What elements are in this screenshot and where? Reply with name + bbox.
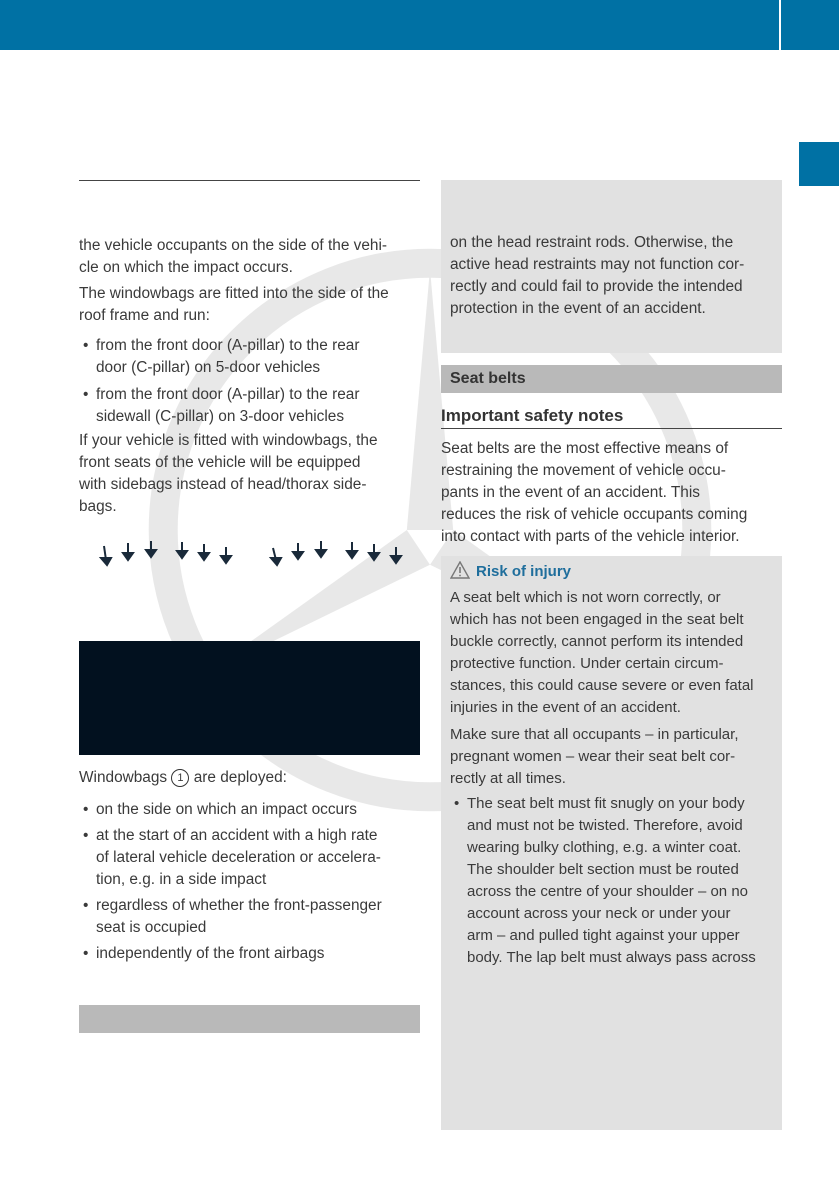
text-line: • The seat belt must fit snugly on your body: [467, 795, 745, 812]
arrow-down-icon: [391, 547, 401, 563]
text-line: The windowbags are fitted into the side of the: [79, 285, 389, 302]
text-line: pants in the event of an accident. This: [441, 484, 700, 501]
warning-title: Risk of injury: [476, 563, 572, 580]
header-corner-block: [783, 0, 839, 50]
list-item: [450, 793, 780, 969]
deploy-bullet-list: [79, 799, 420, 965]
text-line: cle on which the impact occurs.: [79, 259, 293, 276]
left-top-rule: [79, 180, 420, 181]
subsection-rule: [441, 428, 782, 429]
text-line: protection in the event of an accident.: [450, 300, 706, 317]
header-bar: [0, 0, 839, 50]
list-item: [79, 825, 420, 891]
arrow-down-icon: [199, 544, 209, 560]
subsection-title: Important safety notes: [441, 406, 624, 425]
arrow-down-icon: [101, 546, 111, 565]
warning-bullet-list: [450, 793, 780, 969]
callout-marker: 1: [171, 769, 189, 787]
left-section-band: [79, 1005, 420, 1033]
text-line: buckle correctly, cannot perform its intended: [450, 633, 744, 650]
header-divider: [779, 0, 781, 50]
text-line: roof frame and run:: [79, 307, 210, 324]
text-line: bags.: [79, 498, 117, 515]
text-line: front seats of the vehicle will be equipped: [79, 454, 361, 471]
list-item: [79, 335, 420, 379]
text-line: injuries in the event of an accident.: [450, 699, 681, 716]
arrow-down-icon: [146, 541, 156, 557]
text-line: • from the front door (A-pillar) to the rear: [96, 386, 360, 403]
left-sidebag-paragraph: [79, 430, 420, 518]
arrow-down-icon: [123, 543, 133, 560]
list-item: [79, 943, 420, 965]
windowbag-dark-image: [79, 641, 420, 755]
arrow-down-icon: [347, 542, 357, 558]
text-line: active head restraints may not function cor-: [450, 256, 745, 273]
text-line: protective function. Under certain circum-: [450, 655, 724, 672]
text-line: into contact with parts of the vehicle interior.: [441, 528, 740, 545]
text-line: Make sure that all occupants – in particular,: [450, 726, 739, 743]
text-line: • at the start of an accident with a high rate: [96, 827, 378, 844]
text-line: across the centre of your shoulder – on no: [467, 883, 749, 900]
deployed-label: Windowbags: [79, 769, 168, 786]
left-fitted-paragraph: [79, 283, 420, 327]
text-line: Seat belts are the most effective means of: [441, 440, 729, 457]
text-line: • on the side on which an impact occurs: [96, 801, 357, 818]
text-line: sidewall (C-pillar) on 3-door vehicles: [96, 408, 345, 425]
arrow-down-icon: [316, 541, 326, 557]
text-line: restraining the movement of vehicle occu-: [441, 462, 726, 479]
warning-triangle-icon: [450, 561, 470, 579]
text-line: the vehicle occupants on the side of the vehi-: [79, 237, 388, 254]
arrow-down-icon: [271, 548, 281, 565]
text-line: If your vehicle is fitted with windowbags, the: [79, 432, 378, 449]
list-item: [79, 895, 420, 939]
text-line: body. The lap belt must always pass across: [467, 949, 756, 966]
text-line: pregnant women – wear their seat belt cor-: [450, 748, 736, 765]
text-line: A seat belt which is not worn correctly, or: [450, 589, 721, 606]
seat-belt-intro: [441, 438, 784, 548]
section-title: Seat belts: [450, 370, 526, 387]
text-line: wearing bulky clothing, e.g. a winter coat.: [467, 839, 742, 856]
run-bullet-list: [79, 335, 420, 428]
arrow-down-icon: [177, 542, 187, 558]
left-intro-paragraph: [79, 235, 420, 279]
text-line: with sidebags instead of head/thorax side-: [79, 476, 367, 493]
warning-header: [450, 561, 780, 583]
windowbag-arrows-illustration: [96, 540, 416, 570]
text-line: [79, 767, 420, 789]
arrow-down-icon: [293, 543, 303, 559]
list-item: [79, 799, 420, 821]
text-line: rectly at all times.: [450, 770, 566, 787]
warning-paragraph-2: [450, 724, 780, 790]
text-line: • from the front door (A-pillar) to the rear: [96, 337, 360, 354]
text-line: on the head restraint rods. Otherwise, the: [450, 234, 734, 251]
deployed-suffix: are deployed:: [193, 769, 287, 786]
warning-paragraph-1: [450, 587, 780, 719]
list-item: [79, 384, 420, 428]
text-line: rectly and could fail to provide the intended: [450, 278, 743, 295]
text-line: door (C-pillar) on 5-door vehicles: [96, 359, 321, 376]
text-line: seat is occupied: [96, 919, 207, 936]
text-line: stances, this could cause severe or even fatal: [450, 677, 754, 694]
text-line: • regardless of whether the front-passenger: [96, 897, 382, 914]
text-line: The shoulder belt section must be routed: [467, 861, 739, 878]
text-line: reduces the risk of vehicle occupants coming: [441, 506, 748, 523]
text-line: account across your neck or under your: [467, 905, 731, 922]
arrow-down-icon: [369, 544, 379, 560]
text-line: and must not be twisted. Therefore, avoid: [467, 817, 743, 834]
text-line: which has not been engaged in the seat belt: [450, 611, 744, 628]
text-line: tion, e.g. in a side impact: [96, 871, 267, 888]
arrow-down-icon: [221, 547, 231, 563]
text-line: of lateral vehicle deceleration or accelera-: [96, 849, 381, 866]
restraint-note-text: [450, 232, 780, 320]
text-line: arm – and pulled tight against your upper: [467, 927, 740, 944]
text-line: • independently of the front airbags: [96, 945, 325, 962]
chapter-tab: [799, 142, 839, 186]
deployed-heading: [79, 767, 420, 789]
